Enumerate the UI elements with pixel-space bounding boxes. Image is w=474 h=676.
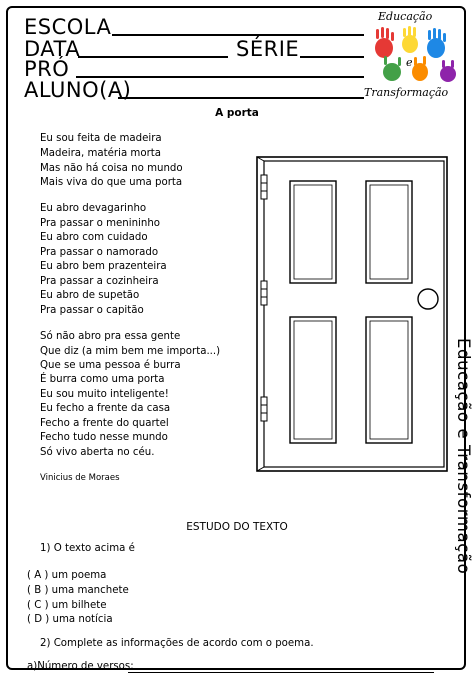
hinge-icon — [261, 397, 267, 421]
hinge-icon — [261, 281, 267, 305]
pro-label: PRÓ — [24, 57, 70, 81]
verse: Eu sou feita de madeira — [40, 133, 162, 144]
logo-mid-text: e — [406, 56, 413, 69]
verse: Pra passar o menininho — [40, 218, 161, 229]
serie-line[interactable] — [300, 56, 364, 58]
door-panel — [366, 317, 412, 443]
door-knob-icon — [418, 289, 438, 309]
option-d[interactable]: ( D ) uma notícia — [27, 614, 113, 625]
verse: Pra passar o namorado — [40, 247, 159, 258]
verse: Eu sou muito inteligente! — [40, 389, 169, 400]
option-b[interactable]: ( B ) uma manchete — [27, 585, 129, 596]
hand-green — [383, 56, 401, 81]
verse: Pra passar a cozinheira — [40, 276, 159, 287]
verse: Eu abro devagarinho — [40, 203, 147, 214]
hand-purple — [440, 60, 456, 82]
logo-bottom-text: Transformação — [364, 86, 449, 99]
verse: Mas não há coisa no mundo — [40, 163, 183, 174]
option-a[interactable]: ( A ) um poema — [27, 570, 107, 581]
serie-label: SÉRIE — [236, 37, 300, 61]
side-text: Educação e Transformação — [454, 338, 473, 575]
poem-title: A porta — [215, 107, 259, 119]
study-heading: ESTUDO DO TEXTO — [186, 521, 288, 533]
data-label: DATA — [24, 37, 81, 61]
verse: Mais viva do que uma porta — [40, 177, 183, 188]
door-illustration — [252, 155, 452, 473]
verse: Eu fecho a frente da casa — [40, 403, 171, 414]
question-1: 1) O texto acima é — [40, 543, 135, 554]
aluno-label: ALUNO(A) — [24, 78, 132, 102]
verse: Pra passar o capitão — [40, 305, 144, 316]
verse: Fecho a frente do quartel — [40, 418, 169, 429]
door-panel — [290, 317, 336, 443]
verse: Fecho tudo nesse mundo — [40, 432, 168, 443]
poem-author: Vinicius de Moraes — [40, 473, 120, 483]
verse: Eu abro com cuidado — [40, 232, 148, 243]
hand-blue — [427, 28, 446, 58]
option-c[interactable]: ( C ) um bilhete — [27, 600, 107, 611]
verse: É burra como uma porta — [40, 374, 165, 385]
escola-label: ESCOLA — [24, 15, 112, 39]
hand-yellow — [402, 26, 418, 53]
verse: Madeira, matéria morta — [40, 148, 162, 159]
question-2: 2) Complete as informações de acordo com o poema. — [40, 638, 314, 649]
door-panel — [366, 181, 412, 283]
verse: Só vivo aberta no céu. — [40, 447, 155, 458]
hand-red — [375, 27, 394, 58]
answer-a-line[interactable] — [128, 672, 434, 673]
logo-top-text: Educação — [378, 10, 433, 23]
hand-orange — [412, 56, 428, 81]
verse: Que se uma pessoa é burra — [40, 360, 181, 371]
verse: Só não abro pra essa gente — [40, 331, 181, 342]
verse: Eu abro de supetão — [40, 290, 140, 301]
answer-a-label: a)Número de versos: — [27, 661, 134, 672]
logo — [362, 10, 466, 102]
hand-prints-icon — [362, 26, 466, 88]
verse: Que diz (a mim bem me importa...) — [40, 346, 221, 357]
data-line[interactable] — [78, 56, 228, 58]
verse: Eu abro bem prazenteira — [40, 261, 167, 272]
escola-line[interactable] — [112, 34, 364, 36]
door-panel — [290, 181, 336, 283]
hinge-icon — [261, 175, 267, 199]
aluno-line[interactable] — [118, 97, 364, 99]
